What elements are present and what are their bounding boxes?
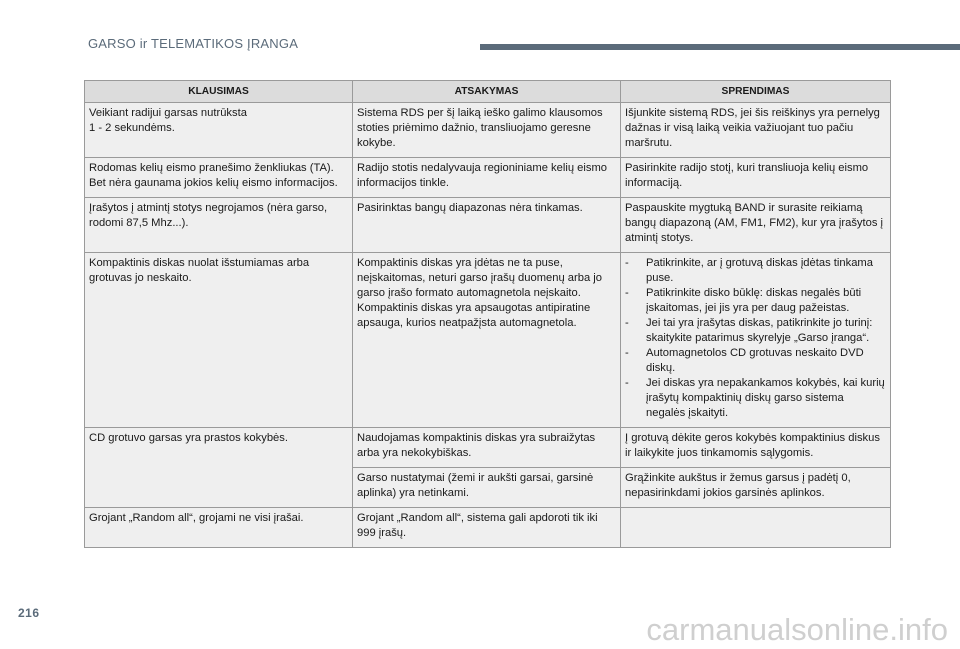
solution-list-item: - Patikrinkite disko būklę: diskas negalės būti įskaitomas, jei jis yra per daug pažeistas. [625, 286, 886, 316]
question-cell: CD grotuvo garsas yra prastos kokybės. [85, 428, 353, 508]
solution-cell: Paspauskite mygtuką BAND ir surasite reikiamą bangų diapazoną (AM, FM1, FM2), kur yra įrašytos į atmintį stotys. [621, 198, 891, 253]
table-row [85, 198, 891, 253]
column-header-solution: SPRENDIMAS [621, 81, 891, 103]
answer-cell: Sistema RDS per šį laiką ieško galimo klausomos stoties priėmimo dažnio, transliuojamo geresne kokybe. [353, 103, 621, 158]
question-cell: Rodomas kelių eismo pranešimo ženkliukas (TA). Bet nėra gaunama jokios kelių eismo informacijos. [85, 158, 353, 198]
answer-cell: Kompaktinis diskas yra įdėtas ne ta puse, neįskaitomas, neturi garso įrašų duomenų arba jo garso įrašo formato automagnetola neįskaito. Kompaktinis diskas yra apsaugotas antipiratine apsauga, kurios neatpažįsta automagnetola. [353, 253, 621, 428]
question-cell: Kompaktinis diskas nuolat išstumiamas arba grotuvas jo neskaito. [85, 253, 353, 428]
table-row [85, 508, 891, 548]
table-row [85, 253, 891, 428]
question-cell: Veikiant radijui garsas nutrūksta 1 - 2 sekundėms. [85, 103, 353, 158]
solution-list-item: - Jei tai yra įrašytas diskas, patikrinkite jo turinį: skaitykite patarimus skyrelyje „Garso įranga“. [625, 316, 886, 346]
column-header-question: KLAUSIMAS [85, 81, 353, 103]
question-cell: Įrašytos į atmintį stotys negrojamos (nėra garso, rodomi 87,5 Mhz...). [85, 198, 353, 253]
solution-list [625, 256, 886, 421]
page-header-title: GARSO ir TELEMATIKOS ĮRANGA [88, 36, 299, 51]
watermark: carmanualsonline.info [646, 612, 948, 647]
page-number: 216 [18, 606, 40, 620]
solution-list-item: - Automagnetolos CD grotuvas neskaito DVD diskų. [625, 346, 886, 376]
table-row [85, 103, 891, 158]
table-header-row [85, 81, 891, 103]
answer-cell: Naudojamas kompaktinis diskas yra subraižytas arba yra nekokybiškas. [353, 428, 621, 468]
troubleshooting-table [84, 80, 891, 548]
solution-list-item: - Patikrinkite, ar į grotuvą diskas įdėtas tinkama puse. [625, 256, 886, 286]
solution-cell: Į grotuvą dėkite geros kokybės kompaktinius diskus ir laikykite juos tinkamomis sąlygomis. [621, 428, 891, 468]
solution-cell: Išjunkite sistemą RDS, jei šis reiškinys yra pernelyg dažnas ir visą laiką veikia važiuojant tuo pačiu maršrutu. [621, 103, 891, 158]
answer-cell: Pasirinktas bangų diapazonas nėra tinkamas. [353, 198, 621, 253]
solution-cell [621, 508, 891, 548]
table-row [85, 428, 891, 468]
table-row [85, 158, 891, 198]
answer-cell: Radijo stotis nedalyvauja regioniniame kelių eismo informacijos tinkle. [353, 158, 621, 198]
solution-cell: Pasirinkite radijo stotį, kuri transliuoja kelių eismo informaciją. [621, 158, 891, 198]
column-header-answer: ATSAKYMAS [353, 81, 621, 103]
header-accent-bar [480, 44, 960, 50]
answer-cell: Garso nustatymai (žemi ir aukšti garsai, garsinė aplinka) yra netinkami. [353, 468, 621, 508]
answer-cell: Grojant „Random all“, sistema gali apdoroti tik iki 999 įrašų. [353, 508, 621, 548]
solution-list-item: - Jei diskas yra nepakankamos kokybės, kai kurių įrašytų kompaktinių diskų garso sistema negalės įskaityti. [625, 376, 886, 421]
solution-cell: Grąžinkite aukštus ir žemus garsus į padėtį 0, nepasirinkdami jokios garsinės aplinkos. [621, 468, 891, 508]
question-cell: Grojant „Random all“, grojami ne visi įrašai. [85, 508, 353, 548]
solution-cell [621, 253, 891, 428]
